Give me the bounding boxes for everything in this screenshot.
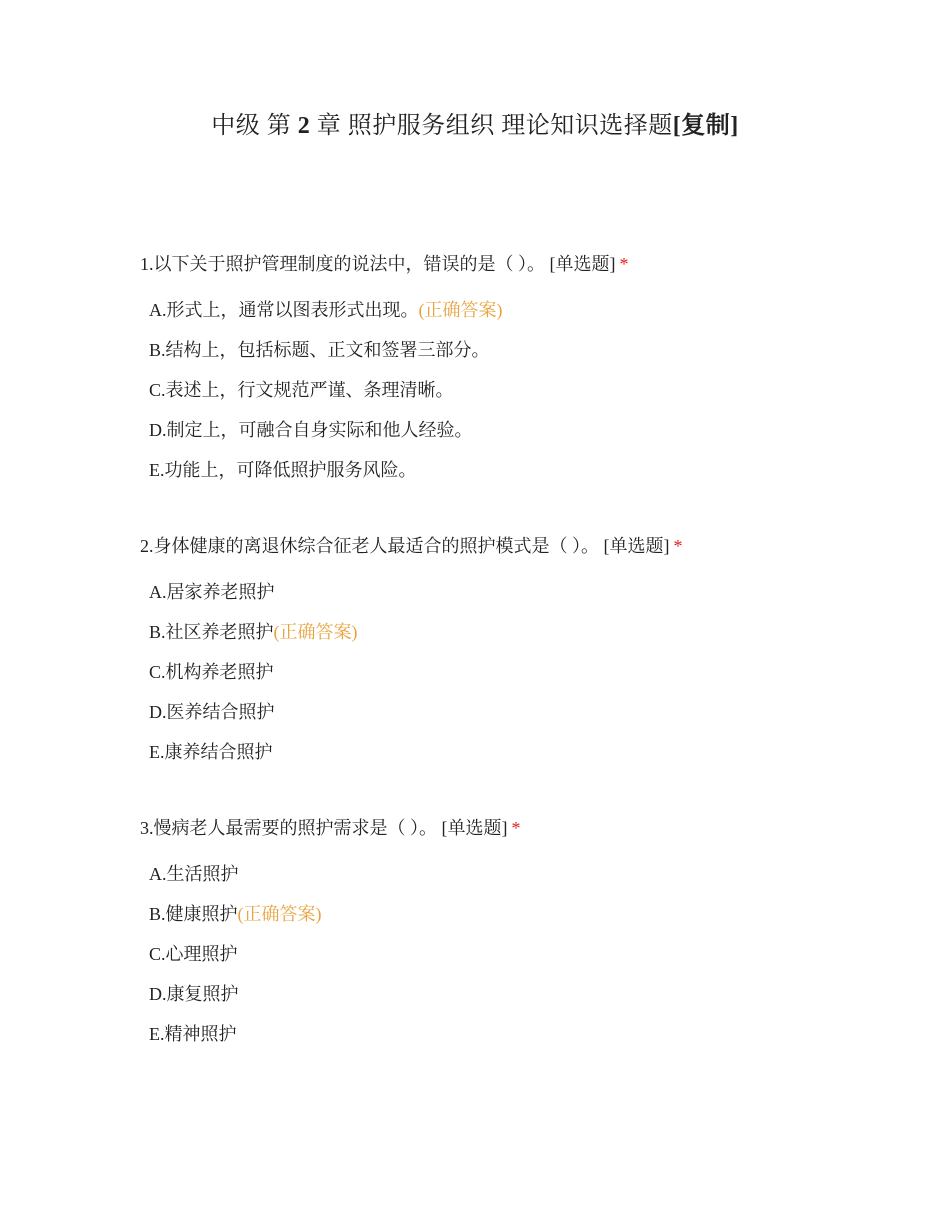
correct-answer-tag: (正确答案) [237,904,322,924]
option-a[interactable] [149,862,900,886]
question-text: 3.慢病老人最需要的照护需求是（ ）。 [140,818,437,838]
question-stem [140,534,900,558]
option-e[interactable] [149,740,900,764]
correct-answer-tag: (正确答案) [273,622,358,642]
option-a[interactable] [149,580,900,604]
option-d[interactable] [149,700,900,724]
option-b[interactable] [149,338,900,362]
option-c[interactable] [149,942,900,966]
option-b[interactable] [149,620,900,644]
option-c[interactable] [149,378,900,402]
option-text: C.机构养老照护 [149,662,274,682]
option-text: E.功能上，可降低照护服务风险。 [149,460,417,480]
question-stem [140,816,900,840]
option-text: C.心理照护 [149,944,238,964]
question-text: 1.以下关于照护管理制度的说法中，错误的是（ ）。 [140,254,545,274]
option-list [149,862,900,1046]
option-text: D.康复照护 [149,984,239,1004]
option-c[interactable] [149,660,900,684]
option-d[interactable] [149,418,900,442]
question-type-label: [单选题] [549,254,616,274]
option-text: E.康养结合照护 [149,742,273,762]
option-text: B.结构上，包括标题、正文和签署三部分。 [149,340,490,360]
page-title-chapter-number: 2 [297,113,311,139]
question-type-label: [单选题] [603,536,670,556]
page-title [0,108,950,144]
option-a[interactable] [149,298,900,322]
page-title-main: 章 照护服务组织 理论知识选择题 [310,113,673,139]
option-list [149,580,900,764]
page-title-prefix: 中级 第 [211,113,298,139]
option-text: C.表述上，行文规范严谨、条理清晰。 [149,380,454,400]
required-mark: * [619,254,629,274]
option-text: D.制定上，可融合自身实际和他人经验。 [149,420,473,440]
question-type-label: [单选题] [441,818,508,838]
option-e[interactable] [149,1022,900,1046]
option-list [149,298,900,482]
question-3 [140,816,900,1062]
correct-answer-tag: (正确答案) [418,300,503,320]
option-text: B.社区养老照护 [149,622,274,642]
option-b[interactable] [149,902,900,926]
option-d[interactable] [149,982,900,1006]
option-text: E.精神照护 [149,1024,237,1044]
option-e[interactable] [149,458,900,482]
required-mark: * [673,536,683,556]
option-text: B.健康照护 [149,904,238,924]
page-title-copy-suffix: [复制] [672,113,739,139]
option-text: A.生活照护 [149,864,239,884]
required-mark: * [511,818,521,838]
option-text: A.形式上，通常以图表形式出现。 [149,300,419,320]
option-text: A.居家养老照护 [149,582,275,602]
option-text: D.医养结合照护 [149,702,275,722]
question-stem [140,252,900,276]
question-2 [140,534,900,780]
question-text: 2.身体健康的离退休综合征老人最适合的照护模式是（ ）。 [140,536,599,556]
question-1 [140,252,900,498]
